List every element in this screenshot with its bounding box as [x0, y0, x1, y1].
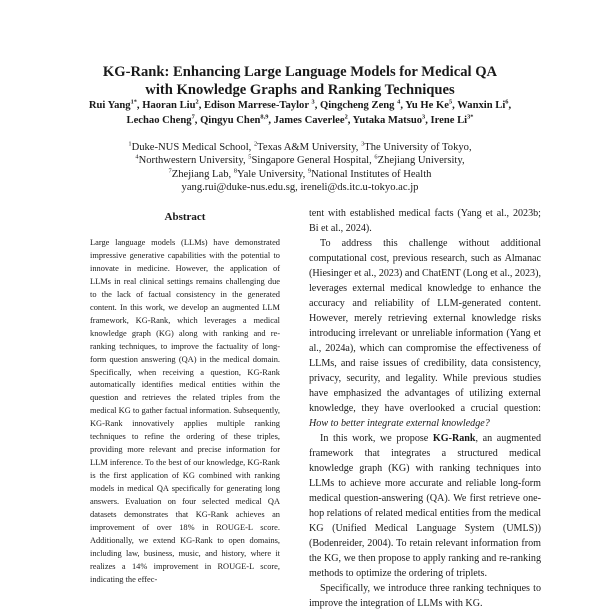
affiliation-line: $^1$Duke-NUS Medical School, $^2$Texas A&M University, $^3$The University of Tokyo,	[128, 140, 472, 153]
abstract-body: Large language models (LLMs) have demonstrated impressive generative capabilities with the potential to innovate in medicine. However, the application of LLMs in real clinical settings remains challenging due to the lack of factual consistency in the generated content. In this work, we develop an augmented LLM framework, KG-Rank, which leverages a medical knowledge graph (KG) along with ranking and re-ranking techniques, to improve the factuality of long-form question answering (QA) in the medical domain. Specifically, when receiving a question, KG-Rank automatically identifies medical entities within the question and retrieves the related triples from the medical KG to gather factual information. Subsequently, KG-Rank innovatively applies multiple ranking techniques to refine the ordering of these triples, providing more relevant and precise information for LLM inference. To the best of our knowledge, KG-Rank is the first application of KG combined with ranking models in medical QA specifically for generating long answers. Evaluation on four selected medical QA datasets demonstrates that KG-Rank achieves an improvement of over 18% in ROUGE-L score. Additionally, we extend KG-Rank to open domains, including law, business, music, and history, where it realizes a 14% improvement in ROUGE-L score, indicating the effec-	[90, 238, 280, 584]
paragraph: To address this challenge without additional computational cost, previous research, such as Almanac (Hiesinger et al., 2023) and ChatENT (Long et al., 2023), leverages external medical knowledge to enhance the accuracy and reliability of LLM-generated content. However, merely retrieving external knowledge risks introducing irrelevant or unreliable information (Yang et al., 2024a), which can compromise the effectiveness of LLMs, and raise issues of credibility, data consistency, privacy, security, and legality. While previous studies have emphasized the advantages of utilizing external knowledge, they have overlooked a crucial question: How to better integrate external knowledge?	[309, 238, 541, 429]
affiliation-line: $^4$Northwestern University, $^5$Singapore General Hospital, $^6$Zhejiang University,	[135, 153, 465, 167]
paper-title	[20, 63, 580, 99]
author: Qingyu Chen$^{8,9}$,	[200, 112, 274, 126]
title-line-2: with Knowledge Graphs and Ranking Techniques	[145, 82, 455, 98]
author: Wanxin Li$^6$,	[457, 98, 512, 111]
author-list	[30, 99, 570, 128]
author: Yu He Ke$^5$,	[405, 98, 458, 111]
paragraph: tent with established medical facts (Yang et al., 2023b; Bi et al., 2024).	[309, 208, 541, 234]
affiliations	[30, 141, 570, 195]
title-line-1: KG-Rank: Enhancing Large Language Models for Medical QA	[102, 64, 498, 80]
research-question: How to better integrate external knowledge?	[309, 418, 490, 429]
author: Edison Marrese-Taylor $^3$,	[203, 98, 320, 111]
author: Lechao Cheng$^7$,	[126, 112, 201, 126]
author: Haoran Liu$^2$,	[142, 98, 204, 111]
introduction-column	[309, 206, 541, 611]
paragraph: In this work, we propose KG-Rank, an augmented framework that integrates a structured medical knowledge graph (KG) with ranking techniques into LLMs to achieve more accurate and reliable long-form medical question-answering (QA). We first retrieve one-hop relations of related medical entities from the medical KG (Unified Medical Language System (UMLS)) (Bodenreider, 2004). To retain relevant information from the KG, we then propose to apply ranking and re-ranking methods to optimize the ordering of triplets.	[309, 433, 541, 579]
paragraph: Specifically, we introduce three ranking techniques to improve the integration of LLMs with KG.	[309, 583, 541, 609]
contact-emails: yang.rui@duke-nus.edu.sg, ireneli@ds.itc.u-tokyo.ac.jp	[181, 182, 419, 194]
author: James Caverlee$^2$,	[273, 112, 353, 126]
author: Qingcheng Zeng $^4$,	[320, 98, 406, 111]
author: Rui Yang$^{1*}$,	[88, 98, 143, 111]
affiliation-line: $^7$Zhejiang Lab, $^8$Yale University, $^9$National Institutes of Health	[168, 167, 432, 180]
author: Irene $Li^{3*}$	[430, 112, 474, 126]
abstract-heading: Abstract	[164, 211, 206, 223]
author: Yutaka Matsuo$^3$,	[352, 112, 431, 126]
framework-name: KG-Rank	[432, 433, 476, 444]
